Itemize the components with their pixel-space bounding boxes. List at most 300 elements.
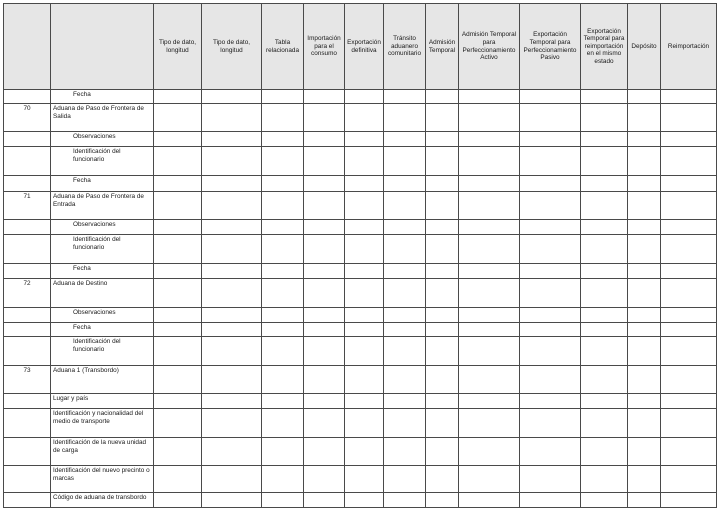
empty-cell bbox=[345, 132, 384, 147]
empty-cell bbox=[304, 337, 345, 366]
empty-cell bbox=[581, 493, 628, 508]
empty-cell bbox=[262, 323, 304, 337]
empty-cell bbox=[581, 337, 628, 366]
empty-cell bbox=[426, 132, 459, 147]
empty-cell bbox=[581, 466, 628, 493]
row-description: Fecha bbox=[51, 176, 154, 192]
empty-cell bbox=[426, 409, 459, 438]
empty-cell bbox=[628, 104, 661, 132]
row-description: Lugar y país bbox=[51, 394, 154, 409]
row-number: 73 bbox=[4, 366, 51, 394]
empty-cell bbox=[520, 409, 581, 438]
empty-cell bbox=[581, 409, 628, 438]
empty-cell bbox=[154, 176, 202, 192]
empty-cell bbox=[661, 132, 717, 147]
empty-cell bbox=[459, 264, 520, 279]
row-description: Identificación del funcionario bbox=[51, 337, 154, 366]
empty-cell bbox=[304, 409, 345, 438]
empty-cell bbox=[581, 132, 628, 147]
empty-cell bbox=[661, 466, 717, 493]
empty-cell bbox=[304, 366, 345, 394]
empty-cell bbox=[520, 176, 581, 192]
row-number bbox=[4, 132, 51, 147]
table-row bbox=[4, 337, 717, 366]
table-row bbox=[4, 235, 717, 264]
empty-cell bbox=[262, 337, 304, 366]
empty-cell bbox=[345, 409, 384, 438]
empty-cell bbox=[628, 366, 661, 394]
empty-cell bbox=[154, 409, 202, 438]
header-row bbox=[4, 4, 717, 90]
empty-cell bbox=[628, 394, 661, 409]
empty-cell bbox=[581, 220, 628, 235]
empty-cell bbox=[154, 466, 202, 493]
empty-cell bbox=[384, 409, 426, 438]
empty-cell bbox=[581, 192, 628, 220]
empty-cell bbox=[661, 104, 717, 132]
empty-cell bbox=[520, 220, 581, 235]
empty-cell bbox=[202, 466, 262, 493]
empty-cell bbox=[581, 104, 628, 132]
empty-cell bbox=[384, 147, 426, 176]
empty-cell bbox=[345, 279, 384, 308]
empty-cell bbox=[459, 192, 520, 220]
row-number bbox=[4, 394, 51, 409]
empty-cell bbox=[154, 192, 202, 220]
empty-cell bbox=[154, 438, 202, 466]
empty-cell bbox=[384, 235, 426, 264]
empty-cell bbox=[581, 279, 628, 308]
empty-cell bbox=[581, 264, 628, 279]
row-number bbox=[4, 409, 51, 438]
empty-cell bbox=[628, 90, 661, 104]
empty-cell bbox=[345, 394, 384, 409]
table-row bbox=[4, 104, 717, 132]
empty-cell bbox=[426, 147, 459, 176]
empty-cell bbox=[304, 235, 345, 264]
column-header: Tabla relacionada bbox=[262, 4, 304, 90]
empty-cell bbox=[202, 366, 262, 394]
empty-cell bbox=[520, 323, 581, 337]
empty-cell bbox=[345, 323, 384, 337]
empty-cell bbox=[262, 235, 304, 264]
empty-cell bbox=[384, 466, 426, 493]
table-row bbox=[4, 493, 717, 508]
empty-cell bbox=[384, 176, 426, 192]
empty-cell bbox=[154, 394, 202, 409]
empty-cell bbox=[661, 90, 717, 104]
empty-cell bbox=[202, 337, 262, 366]
column-header: Exportación Temporal para reimportación en el mismo estado bbox=[581, 4, 628, 90]
empty-cell bbox=[581, 90, 628, 104]
empty-cell bbox=[262, 220, 304, 235]
empty-cell bbox=[304, 147, 345, 176]
row-description: Fecha bbox=[51, 90, 154, 104]
empty-cell bbox=[661, 438, 717, 466]
empty-cell bbox=[459, 220, 520, 235]
row-number bbox=[4, 493, 51, 508]
empty-cell bbox=[202, 192, 262, 220]
empty-cell bbox=[661, 409, 717, 438]
empty-cell bbox=[628, 132, 661, 147]
header-description-blank bbox=[51, 4, 154, 90]
empty-cell bbox=[202, 220, 262, 235]
empty-cell bbox=[304, 192, 345, 220]
empty-cell bbox=[202, 176, 262, 192]
row-number bbox=[4, 308, 51, 323]
row-description: Aduana de Destino bbox=[51, 279, 154, 308]
empty-cell bbox=[304, 220, 345, 235]
empty-cell bbox=[384, 192, 426, 220]
row-description: Aduana de Paso de Frontera de Salida bbox=[51, 104, 154, 132]
empty-cell bbox=[262, 493, 304, 508]
empty-cell bbox=[154, 366, 202, 394]
column-header: Importación para el consumo bbox=[304, 4, 345, 90]
empty-cell bbox=[520, 235, 581, 264]
empty-cell bbox=[661, 176, 717, 192]
empty-cell bbox=[202, 90, 262, 104]
empty-cell bbox=[262, 366, 304, 394]
row-number bbox=[4, 90, 51, 104]
empty-cell bbox=[384, 132, 426, 147]
table-row bbox=[4, 132, 717, 147]
empty-cell bbox=[628, 264, 661, 279]
table-row bbox=[4, 394, 717, 409]
empty-cell bbox=[384, 308, 426, 323]
empty-cell bbox=[154, 264, 202, 279]
empty-cell bbox=[345, 337, 384, 366]
empty-cell bbox=[202, 132, 262, 147]
row-number bbox=[4, 323, 51, 337]
empty-cell bbox=[202, 308, 262, 323]
empty-cell bbox=[459, 366, 520, 394]
empty-cell bbox=[384, 394, 426, 409]
empty-cell bbox=[345, 264, 384, 279]
row-number bbox=[4, 147, 51, 176]
empty-cell bbox=[202, 279, 262, 308]
row-number bbox=[4, 438, 51, 466]
row-number: 72 bbox=[4, 279, 51, 308]
column-header: Reimportación bbox=[661, 4, 717, 90]
empty-cell bbox=[520, 132, 581, 147]
column-header: Admisión Temporal bbox=[426, 4, 459, 90]
empty-cell bbox=[581, 366, 628, 394]
empty-cell bbox=[628, 279, 661, 308]
empty-cell bbox=[345, 438, 384, 466]
empty-cell bbox=[581, 176, 628, 192]
row-description: Identificación del funcionario bbox=[51, 235, 154, 264]
empty-cell bbox=[661, 366, 717, 394]
empty-cell bbox=[459, 438, 520, 466]
table-body bbox=[4, 90, 717, 508]
empty-cell bbox=[262, 438, 304, 466]
empty-cell bbox=[345, 176, 384, 192]
empty-cell bbox=[262, 132, 304, 147]
empty-cell bbox=[426, 366, 459, 394]
empty-cell bbox=[661, 394, 717, 409]
empty-cell bbox=[384, 104, 426, 132]
empty-cell bbox=[628, 235, 661, 264]
empty-cell bbox=[304, 438, 345, 466]
empty-cell bbox=[520, 90, 581, 104]
empty-cell bbox=[520, 147, 581, 176]
empty-cell bbox=[262, 147, 304, 176]
row-number bbox=[4, 220, 51, 235]
empty-cell bbox=[345, 366, 384, 394]
empty-cell bbox=[628, 220, 661, 235]
empty-cell bbox=[154, 132, 202, 147]
table-row bbox=[4, 308, 717, 323]
empty-cell bbox=[304, 279, 345, 308]
empty-cell bbox=[304, 264, 345, 279]
empty-cell bbox=[345, 308, 384, 323]
empty-cell bbox=[202, 235, 262, 264]
column-header: Tipo de dato, longitud bbox=[154, 4, 202, 90]
empty-cell bbox=[304, 493, 345, 508]
column-header: Depósito bbox=[628, 4, 661, 90]
row-description: Identificación y nacionalidad del medio de transporte bbox=[51, 409, 154, 438]
empty-cell bbox=[426, 104, 459, 132]
empty-cell bbox=[520, 337, 581, 366]
empty-cell bbox=[426, 192, 459, 220]
table-row bbox=[4, 466, 717, 493]
empty-cell bbox=[202, 264, 262, 279]
empty-cell bbox=[384, 323, 426, 337]
empty-cell bbox=[426, 438, 459, 466]
empty-cell bbox=[154, 90, 202, 104]
empty-cell bbox=[520, 264, 581, 279]
empty-cell bbox=[262, 192, 304, 220]
empty-cell bbox=[581, 438, 628, 466]
table-row bbox=[4, 438, 717, 466]
empty-cell bbox=[520, 308, 581, 323]
empty-cell bbox=[628, 337, 661, 366]
empty-cell bbox=[628, 323, 661, 337]
empty-cell bbox=[459, 337, 520, 366]
empty-cell bbox=[628, 147, 661, 176]
empty-cell bbox=[661, 337, 717, 366]
table-row bbox=[4, 176, 717, 192]
empty-cell bbox=[154, 337, 202, 366]
table-row bbox=[4, 220, 717, 235]
row-description: Aduana de Paso de Frontera de Entrada bbox=[51, 192, 154, 220]
empty-cell bbox=[384, 493, 426, 508]
empty-cell bbox=[628, 466, 661, 493]
empty-cell bbox=[426, 394, 459, 409]
table-row bbox=[4, 366, 717, 394]
row-description: Identificación del funcionario bbox=[51, 147, 154, 176]
empty-cell bbox=[154, 235, 202, 264]
row-description: Observaciones bbox=[51, 308, 154, 323]
row-description: Fecha bbox=[51, 323, 154, 337]
empty-cell bbox=[459, 235, 520, 264]
row-number bbox=[4, 176, 51, 192]
empty-cell bbox=[202, 438, 262, 466]
empty-cell bbox=[520, 366, 581, 394]
empty-cell bbox=[345, 90, 384, 104]
empty-cell bbox=[581, 235, 628, 264]
empty-cell bbox=[459, 90, 520, 104]
empty-cell bbox=[384, 279, 426, 308]
empty-cell bbox=[262, 104, 304, 132]
empty-cell bbox=[345, 192, 384, 220]
empty-cell bbox=[581, 147, 628, 176]
empty-cell bbox=[661, 220, 717, 235]
empty-cell bbox=[520, 438, 581, 466]
empty-cell bbox=[202, 104, 262, 132]
empty-cell bbox=[459, 409, 520, 438]
data-requirements-table bbox=[3, 3, 717, 508]
empty-cell bbox=[262, 308, 304, 323]
empty-cell bbox=[459, 176, 520, 192]
empty-cell bbox=[426, 323, 459, 337]
column-header: Tránsito aduanero comunitario bbox=[384, 4, 426, 90]
empty-cell bbox=[661, 323, 717, 337]
empty-cell bbox=[459, 394, 520, 409]
empty-cell bbox=[384, 366, 426, 394]
empty-cell bbox=[384, 337, 426, 366]
empty-cell bbox=[426, 264, 459, 279]
empty-cell bbox=[304, 90, 345, 104]
empty-cell bbox=[426, 466, 459, 493]
empty-cell bbox=[520, 493, 581, 508]
empty-cell bbox=[154, 493, 202, 508]
empty-cell bbox=[262, 466, 304, 493]
empty-cell bbox=[154, 279, 202, 308]
empty-cell bbox=[202, 147, 262, 176]
empty-cell bbox=[520, 394, 581, 409]
empty-cell bbox=[426, 308, 459, 323]
row-description: Código de aduana de transbordo bbox=[51, 493, 154, 508]
empty-cell bbox=[304, 466, 345, 493]
row-description: Observaciones bbox=[51, 220, 154, 235]
empty-cell bbox=[520, 104, 581, 132]
empty-cell bbox=[628, 438, 661, 466]
empty-cell bbox=[202, 493, 262, 508]
column-header: Exportación definitiva bbox=[345, 4, 384, 90]
empty-cell bbox=[202, 409, 262, 438]
empty-cell bbox=[661, 493, 717, 508]
empty-cell bbox=[262, 90, 304, 104]
row-description: Observaciones bbox=[51, 132, 154, 147]
column-header: Exportación Temporal para Perfeccionamiento Pasivo bbox=[520, 4, 581, 90]
header-number-blank bbox=[4, 4, 51, 90]
table-row bbox=[4, 192, 717, 220]
empty-cell bbox=[520, 466, 581, 493]
column-header: Admisión Temporal para Perfeccionamiento Activo bbox=[459, 4, 520, 90]
empty-cell bbox=[345, 220, 384, 235]
empty-cell bbox=[628, 493, 661, 508]
empty-cell bbox=[202, 394, 262, 409]
table-row bbox=[4, 409, 717, 438]
empty-cell bbox=[459, 132, 520, 147]
empty-cell bbox=[628, 176, 661, 192]
empty-cell bbox=[262, 409, 304, 438]
empty-cell bbox=[154, 323, 202, 337]
empty-cell bbox=[520, 192, 581, 220]
empty-cell bbox=[581, 394, 628, 409]
empty-cell bbox=[426, 493, 459, 508]
empty-cell bbox=[426, 235, 459, 264]
empty-cell bbox=[345, 493, 384, 508]
empty-cell bbox=[661, 192, 717, 220]
row-number bbox=[4, 235, 51, 264]
empty-cell bbox=[262, 264, 304, 279]
empty-cell bbox=[345, 147, 384, 176]
row-description: Fecha bbox=[51, 264, 154, 279]
empty-cell bbox=[426, 176, 459, 192]
empty-cell bbox=[459, 308, 520, 323]
table-row bbox=[4, 90, 717, 104]
empty-cell bbox=[661, 279, 717, 308]
empty-cell bbox=[154, 308, 202, 323]
empty-cell bbox=[154, 220, 202, 235]
empty-cell bbox=[262, 176, 304, 192]
empty-cell bbox=[384, 90, 426, 104]
empty-cell bbox=[459, 466, 520, 493]
empty-cell bbox=[262, 394, 304, 409]
table-row bbox=[4, 264, 717, 279]
row-number: 70 bbox=[4, 104, 51, 132]
empty-cell bbox=[426, 220, 459, 235]
column-header: Tipo de dato, longitud bbox=[202, 4, 262, 90]
empty-cell bbox=[628, 308, 661, 323]
empty-cell bbox=[345, 235, 384, 264]
empty-cell bbox=[661, 235, 717, 264]
empty-cell bbox=[304, 394, 345, 409]
row-description: Identificación de la nueva unidad de carga bbox=[51, 438, 154, 466]
empty-cell bbox=[304, 132, 345, 147]
row-number: 71 bbox=[4, 192, 51, 220]
empty-cell bbox=[661, 264, 717, 279]
row-description: Aduana 1 (Transbordo) bbox=[51, 366, 154, 394]
table-row bbox=[4, 147, 717, 176]
empty-cell bbox=[304, 176, 345, 192]
empty-cell bbox=[426, 337, 459, 366]
empty-cell bbox=[426, 90, 459, 104]
empty-cell bbox=[262, 279, 304, 308]
empty-cell bbox=[459, 493, 520, 508]
empty-cell bbox=[202, 323, 262, 337]
empty-cell bbox=[628, 192, 661, 220]
empty-cell bbox=[384, 438, 426, 466]
empty-cell bbox=[345, 466, 384, 493]
row-number bbox=[4, 264, 51, 279]
table-row bbox=[4, 279, 717, 308]
empty-cell bbox=[304, 104, 345, 132]
empty-cell bbox=[384, 264, 426, 279]
empty-cell bbox=[661, 147, 717, 176]
row-number bbox=[4, 337, 51, 366]
empty-cell bbox=[154, 147, 202, 176]
empty-cell bbox=[581, 323, 628, 337]
empty-cell bbox=[459, 147, 520, 176]
empty-cell bbox=[520, 279, 581, 308]
row-description: Identificación del nuevo precinto o marcas bbox=[51, 466, 154, 493]
table-row bbox=[4, 323, 717, 337]
empty-cell bbox=[661, 308, 717, 323]
empty-cell bbox=[459, 279, 520, 308]
empty-cell bbox=[154, 104, 202, 132]
empty-cell bbox=[628, 409, 661, 438]
empty-cell bbox=[581, 308, 628, 323]
empty-cell bbox=[304, 308, 345, 323]
empty-cell bbox=[384, 220, 426, 235]
empty-cell bbox=[459, 323, 520, 337]
empty-cell bbox=[345, 104, 384, 132]
empty-cell bbox=[426, 279, 459, 308]
row-number bbox=[4, 466, 51, 493]
